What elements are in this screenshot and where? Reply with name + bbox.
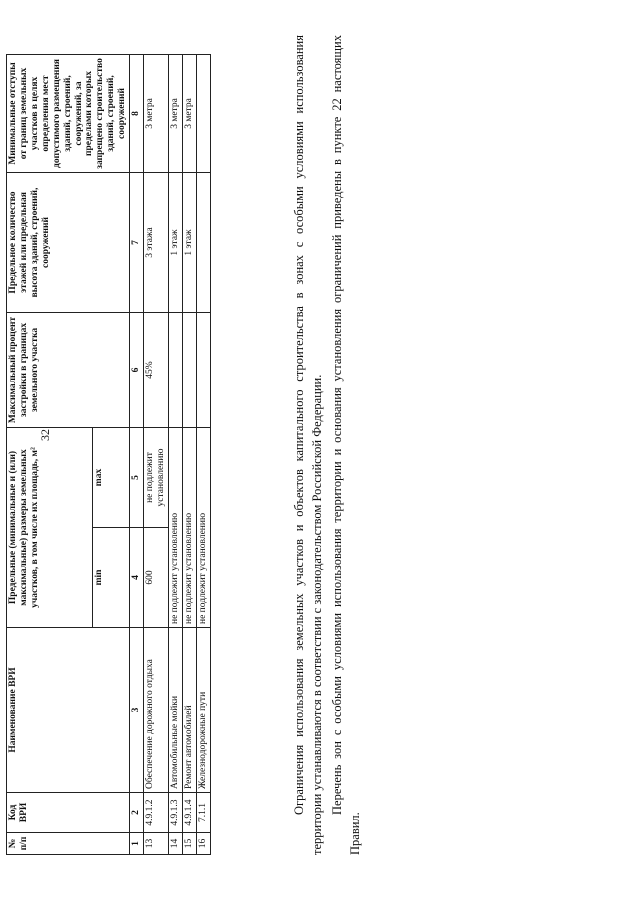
row-size-merged: не подлежит установлению (168, 428, 182, 628)
row-name: Обеспечение дорожного отдыха (144, 628, 169, 793)
page-number: 32 (38, 429, 52, 441)
header-name: Наименование ВРИ (7, 628, 130, 793)
row-name: Ремонт автомобилей (182, 628, 196, 793)
header-floors: Предельное количество этажей или предельная высота зданий, строений, сооружений (7, 173, 130, 313)
regulations-table (6, 54, 211, 855)
row-name: Железнодорожные пути (196, 628, 210, 793)
row-setback: 3 метра (182, 55, 196, 173)
row-code: 4.9.1.3 (168, 793, 182, 833)
header-setback: Минимальные отступы от границ земельных участков в целях определения мест допустимого размещения зданий, строений, сооружений, за пределами которых запрещено строительство зданий, строений, сооружений (7, 55, 130, 173)
row-percent: 45% (144, 313, 169, 428)
header-percent: Максимальный процент застройки в границах земельного участка (7, 313, 130, 428)
row-percent (182, 313, 196, 428)
row-percent (168, 313, 182, 428)
row-floors: 1 этаж (168, 173, 182, 313)
row-max: не подлежит установлению (144, 428, 169, 528)
row-number: 13 (144, 833, 169, 855)
col-number: 6 (130, 313, 144, 428)
col-number: 2 (130, 793, 144, 833)
table-row (182, 55, 196, 855)
row-number: 16 (196, 833, 210, 855)
table-row (168, 55, 182, 855)
header-number: № п/п (7, 833, 130, 855)
col-number: 4 (130, 528, 144, 628)
row-code: 7.1.1 (196, 793, 210, 833)
row-number: 15 (182, 833, 196, 855)
row-setback: 3 метра (168, 55, 182, 173)
paragraph-zones-list: Перечень зон с особыми условиями использования территории и основания установления ограничений приведены в пункте 22 настоящих Правил. (330, 35, 362, 855)
header-max: max (93, 428, 130, 528)
row-name: Автомобильные мойки (168, 628, 182, 793)
row-min: 600 (144, 528, 169, 628)
col-number: 3 (130, 628, 144, 793)
row-code: 4.9.1.2 (144, 793, 169, 833)
row-floors (196, 173, 210, 313)
col-number: 1 (130, 833, 144, 855)
paragraph-restrictions: Ограничения использования земельных участков и объектов капитального строительства в зонах с особыми условиями использования территории устанавливаются в соответствии с законодательством Российской Федерации. (292, 35, 324, 855)
row-number: 14 (168, 833, 182, 855)
row-code: 4.9.1.4 (182, 793, 196, 833)
row-setback: 3 метра (144, 55, 169, 173)
header-sizes: Предельные (минимальные и (или) максимальные) размеры земельных участков, в том числе их площадь, м² (7, 428, 93, 628)
row-floors: 3 этажа (144, 173, 169, 313)
header-code: Код ВРИ (7, 793, 130, 833)
header-row (7, 55, 93, 855)
table-row (144, 55, 169, 855)
row-size-merged: не подлежит установлению (182, 428, 196, 628)
row-floors: 1 этаж (182, 173, 196, 313)
row-setback (196, 55, 210, 173)
header-min: min (93, 528, 130, 628)
table-row (196, 55, 210, 855)
col-number: 7 (130, 173, 144, 313)
rotated-page-content (0, 5, 585, 855)
col-number: 8 (130, 55, 144, 173)
col-number: 5 (130, 428, 144, 528)
row-percent (196, 313, 210, 428)
row-size-merged: не подлежит установлению (196, 428, 210, 628)
column-number-row (130, 55, 144, 855)
